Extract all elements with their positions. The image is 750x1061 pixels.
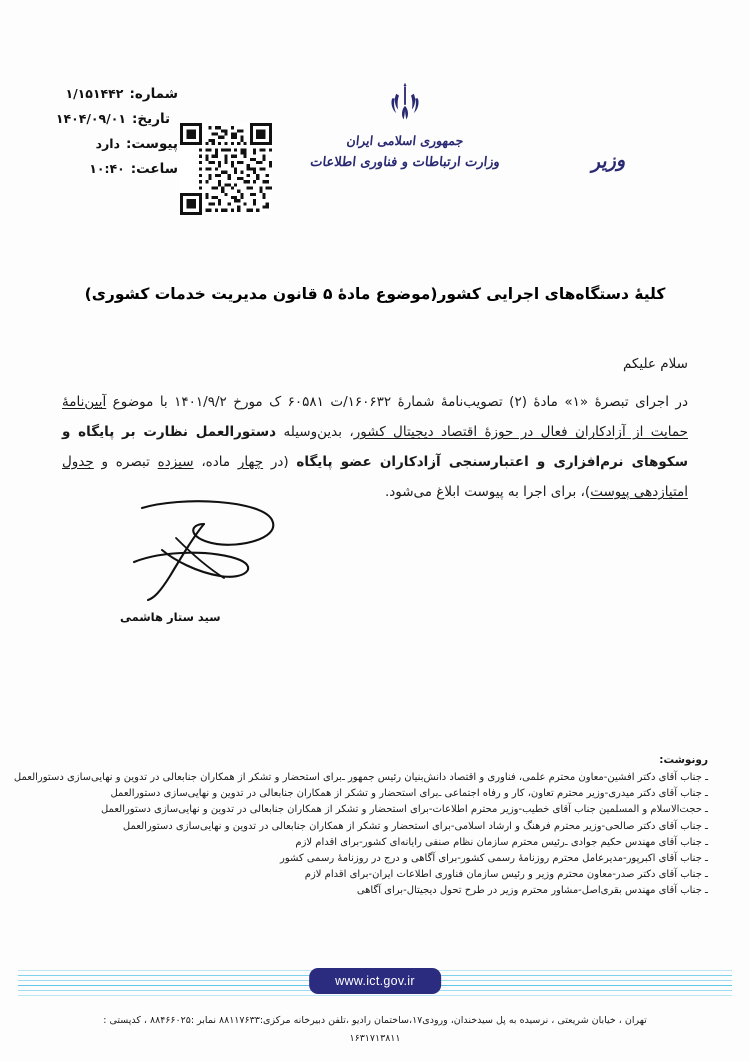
- document-header: [0, 38, 750, 198]
- cc-item: ـ جناب آقای مهندس بقری‌اصل‌-مشاور محترم وزیر در طرح تحول دیجیتال‌-برای آگاهی: [356, 885, 708, 897]
- cc-item: ـ جناب آقای اکبرپور‌-مدیرعامل محترم روزنامهٔ رسمی کشور‌-برای آگاهی و درج در روزنامهٔ رسمی کشور: [279, 852, 708, 864]
- meta-row-attachment: [38, 136, 178, 161]
- signature-area: [92, 498, 342, 628]
- signer-name: سید ستار هاشمی: [120, 610, 221, 624]
- meta-value-number: ۱/۱۵۱۴۴۲: [65, 86, 124, 101]
- ministry-name: وزارت ارتباطات و فناوری اطلاعات: [309, 154, 501, 170]
- body-seg-4: ماده،: [193, 453, 238, 470]
- body-underline-scoring-table: جدول امتیازدهی پیوست: [62, 453, 688, 500]
- body-text: [62, 388, 688, 508]
- organization-name: جمهوری اسلامی ایران: [345, 133, 465, 148]
- meta-value-time: ۱۰:۴۰: [89, 161, 125, 176]
- signature-icon: [112, 498, 342, 603]
- cc-item: ـ جناب آقای مهندس حکیم جوادی ـ‌رئیس محترم سازمان نظام صنفی رایانه‌ای کشور‌-برای اقدام لازم: [295, 836, 708, 848]
- emblem-block: [300, 80, 510, 172]
- meta-value-date: ۱۴۰۴/۰۹/۰۱: [55, 111, 126, 126]
- cc-item: ـ جناب آقای دکتر افشین‌-معاون محترم علمی، فناوری و اقتصاد دانش‌بنیان رئیس جمهور ـ‌برای استحضار و تشکر از همکاران جنابعالی در تدوین و نهایی‌سازی دستورالعمل: [13, 772, 708, 783]
- cc-item: ـ جناب آقای دکتر میدری‌-وزیر محترم تعاون، کار و رفاه اجتماعی ـ‌برای استحضار و تشکر از همکاران جنابعالی در تدوین و نهایی‌سازی دستورالعمل: [110, 788, 708, 800]
- body-bold-instruction: دستورالعمل نظارت بر پایگاه و سکوهای نرم‌افزاری و اعتبارسنجی آزادکاران عضو پایگاه: [62, 423, 689, 470]
- page-title: کلیهٔ دستگاه‌های اجرایی کشور(موضوع مادهٔ ۵ قانون مدیریت خدمات کشوری): [84, 285, 666, 303]
- cc-item: ـ جناب آقای دکتر صالحی‌-وزیر محترم فرهنگ و ارشاد اسلامی‌-برای استحضار و تشکر از همکاران جنابعالی در تدوین و نهایی‌سازی دستورالعمل: [122, 820, 708, 832]
- iran-emblem-icon: [382, 80, 428, 126]
- body-seg-2: ، بدین‌وسیله: [276, 423, 354, 440]
- cc-block: [13, 752, 708, 900]
- body-underline-thirteen: سیزده: [157, 453, 194, 470]
- cc-item: ـ جناب آقای دکتر صدر‌-معاون محترم وزیر و رئیس سازمان فناوری اطلاعات ایران‌-برای اقدام لازم: [304, 869, 708, 881]
- minister-role-label: وزیر: [590, 148, 628, 174]
- greeting-text: سلام علیکم: [622, 356, 688, 372]
- meta-label-time: ساعت:: [130, 161, 178, 177]
- meta-label-number: شماره:: [129, 86, 178, 102]
- body-underline-regulation: آیین‌نامهٔ: [62, 394, 107, 410]
- body-seg-1: در اجرای تبصرهٔ «۱» مادهٔ (۲) تصویب‌نامهٔ شمارهٔ ۱۶۰۶۳۲/ت ۶۰۵۸۱ ک مورخ ۱۴۰۱/۹/۲ با موضوع: [106, 394, 688, 410]
- meta-label-date: تاریخ:: [132, 111, 171, 127]
- footer-address: [0, 1012, 750, 1048]
- body-paragraph: [62, 388, 688, 508]
- document-footer: [0, 962, 750, 1061]
- body-seg-6: )، برای اجرا به پیوست ابلاغ می‌شود.: [384, 483, 591, 500]
- body-underline-support: حمایت از آزادکاران فعال در حوزهٔ اقتصاد دیجیتال کشور: [353, 423, 689, 440]
- qr-code-icon: [180, 120, 272, 218]
- body-underline-four: چهار: [237, 453, 264, 470]
- meta-row-time: [38, 161, 178, 186]
- body-seg-3: (در: [263, 453, 297, 470]
- meta-row-date: [38, 111, 178, 136]
- header-meta-block: [38, 86, 178, 186]
- website-badge[interactable]: www.ict.gov.ir: [309, 968, 441, 994]
- address-line-2: ۱۶۳۱۷۱۳۸۱۱: [349, 1033, 401, 1045]
- meta-value-attachment: دارد: [95, 136, 120, 151]
- cc-heading: رونوشت:: [659, 754, 708, 766]
- meta-label-attachment: پیوست:: [125, 136, 178, 152]
- meta-row-number: [38, 86, 178, 111]
- body-seg-5: تبصره و: [93, 453, 158, 470]
- address-line-1: تهران ، خیابان شریعتی ، نرسیده به پل سیدخندان، ورودی۱۷،ساختمان رادیو ،تلفن دبیرخانه مرکزی:۸۸۱۱۷۶۳۳ نمابر :۸۸۴۶۶۰۲۵ ، کدپستی :: [103, 1015, 647, 1026]
- cc-item: ـ حجت‌الاسلام و المسلمین جناب آقای خطیب‌-وزیر محترم اطلاعات‌-برای استحضار و تشکر از همکاران جنابعالی در تدوین و نهایی‌سازی دستورالعمل: [100, 804, 708, 816]
